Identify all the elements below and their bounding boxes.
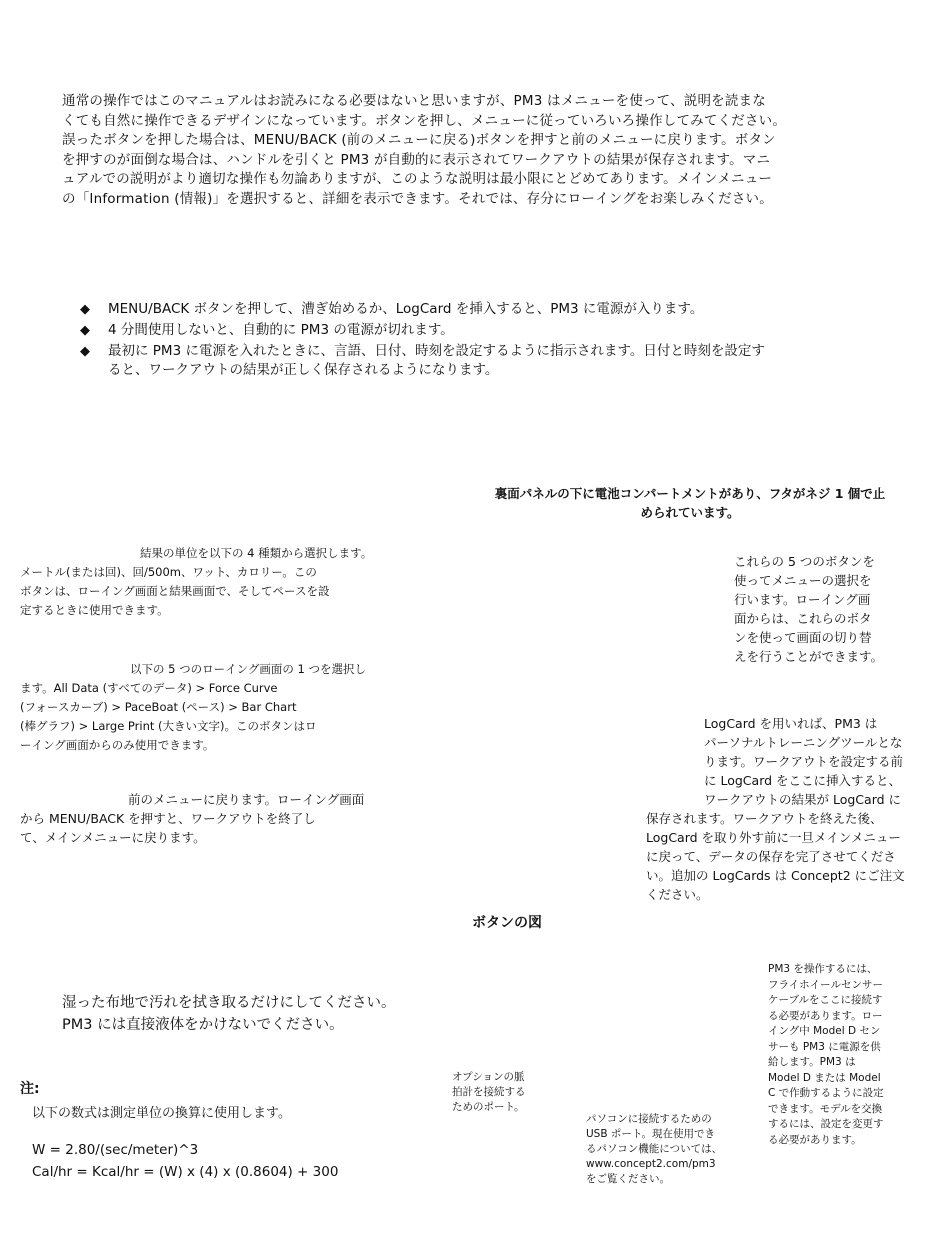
callout-line: る必要があります。ロー xyxy=(768,1009,883,1022)
bullet-item xyxy=(80,321,880,340)
callout-line: Model D または Model xyxy=(768,1071,881,1084)
callout-line: ください。 xyxy=(646,887,709,902)
usb-port-callout xyxy=(586,1112,756,1187)
callout-line: www.concept2.com/pm3 xyxy=(586,1158,716,1170)
formula-watts: W = 2.80/(sec/meter)^3 xyxy=(32,1142,199,1158)
callout-line: LogCard を取り外す前に一旦メインメニュー xyxy=(646,830,901,845)
callout-line: えを行うことができます。 xyxy=(734,649,884,664)
display-button-callout xyxy=(20,660,420,755)
callout-line: る必要があります。 xyxy=(768,1133,862,1146)
callout-line: 裏面パネルの下に電池コンパートメントがあり、フタがネジ 1 個で止 xyxy=(494,486,886,501)
callout-line: ーイング画面からのみ使用できます。 xyxy=(20,738,215,752)
bullet-text: MENU/BACK ボタンを押して、漕ぎ始めるか、LogCard を挿入すると、PM3 に電源が入ります。 xyxy=(108,301,704,317)
callout-line: い。追加の LogCards は Concept2 にご注文 xyxy=(646,868,905,883)
callout-line: ためのポート。 xyxy=(452,1101,525,1113)
diamond-bullet-icon: ◆ xyxy=(80,323,90,338)
callout-line: 拍計を接続する xyxy=(452,1086,526,1098)
callout-line: ます。All Data (すべてのデータ) > Force Curve xyxy=(20,681,278,695)
bullet-text-continued: ると、ワークアウトの結果が正しく保存されるようになります。 xyxy=(108,362,499,378)
callout-line: められています。 xyxy=(640,505,740,520)
callout-line: これらの 5 つのボタンを xyxy=(734,554,875,569)
care-line: 湿った布地で汚れを拭き取るだけにしてください。 xyxy=(62,995,396,1011)
callout-line: C で作動するように設定 xyxy=(768,1087,884,1099)
note-text: 以下の数式は測定単位の換算に使用します。 xyxy=(32,1106,291,1121)
diagram-caption: ボタンの図 xyxy=(472,915,542,931)
intro-line: を押すのが面倒な場合は、ハンドルを引くと PM3 が自動的に表示されてワークアウトの結果が保存されます。マニ xyxy=(62,151,771,168)
note-label: 注: xyxy=(20,1081,40,1097)
bullet-text: 4 分間使用しないと、自動的に PM3 の電源が切れます。 xyxy=(108,322,454,338)
callout-line: 給します。PM3 は xyxy=(768,1056,856,1068)
callout-line: ケーブルをここに接続す xyxy=(768,994,883,1006)
intro-line: ュアルでの説明がより適切な操作も勿論ありますが、このような説明は最小限にとどめてあります。メインメニュー xyxy=(62,171,773,187)
callout-line: ります。ワークアウトを設定する前 xyxy=(704,754,904,769)
callout-line: 定するときに使用できます。 xyxy=(20,603,169,617)
callout-line: メートル(または回)、回/500m、ワット、カロリー。この xyxy=(20,565,317,579)
intro-line: の「Information (情報)」を選択すると、詳細を表示できます。それでは、存分にローイングをお楽しみください。 xyxy=(62,190,773,207)
diamond-bullet-icon: ◆ xyxy=(80,302,90,317)
bullet-text: 最初に PM3 に電源を入れたときに、言語、日付、時刻を設定するように指示されます。日付と時刻を設定す xyxy=(108,343,765,359)
intro-paragraph xyxy=(62,92,892,209)
bullet-item xyxy=(80,300,880,319)
callout-line: 保存されます。ワークアウトを終えた後、 xyxy=(646,811,883,826)
callout-line: に LogCard をここに挿入すると、 xyxy=(704,773,902,788)
callout-line: るパソコン機能については、 xyxy=(586,1143,723,1155)
units-button-callout xyxy=(20,544,420,620)
bullet-item xyxy=(80,342,880,380)
callout-line: フライホイールセンサー xyxy=(768,978,883,991)
menu-buttons-callout xyxy=(734,552,934,666)
callout-line: ボタンは、ローイング画面と結果画面で、そしてペースを設 xyxy=(20,584,330,598)
callout-line: て、メインメニューに戻ります。 xyxy=(20,830,206,845)
formula-calories: Cal/hr = Kcal/hr = (W) x (4) x (0.8604) + 300 xyxy=(32,1164,339,1180)
heart-rate-port-callout xyxy=(452,1070,562,1115)
callout-line: PM3 を操作するには、 xyxy=(768,963,878,975)
callout-line: 以下の 5 つのローイング画面の 1 つを選択し xyxy=(130,662,367,676)
callout-line: できます。モデルを交換 xyxy=(768,1102,883,1115)
callout-line: 使ってメニューの選択を xyxy=(734,573,872,588)
callout-line: に戻って、データの保存を完了させてくださ xyxy=(646,849,896,864)
intro-line: くても自然に操作できるデザインになっています。ボタンを押し、メニューに従っていろいろ操作してみてください。 xyxy=(62,112,787,129)
callout-line: をご覧ください。 xyxy=(586,1173,670,1185)
intro-line: 通常の操作ではこのマニュアルはお読みになる必要はないと思いますが、PM3 はメニューを使って、説明を読まな xyxy=(62,93,766,109)
battery-callout xyxy=(460,484,920,522)
callout-line: USB ポート。現在使用でき xyxy=(586,1128,715,1140)
callout-line: パソコンに接続するための xyxy=(586,1113,712,1125)
callout-line: イング中 Model D セン xyxy=(768,1025,881,1037)
callout-line: から MENU/BACK を押すと、ワークアウトを終了し xyxy=(20,811,316,826)
callout-line: するには、設定を変更す xyxy=(768,1118,884,1130)
care-line: PM3 には直接液体をかけないでください。 xyxy=(62,1017,344,1033)
callout-line: LogCard を用いれば、PM3 は xyxy=(704,716,878,731)
care-instructions xyxy=(62,992,396,1036)
flywheel-sensor-callout xyxy=(768,962,928,1148)
callout-line: (棒グラフ) > Large Print (大きい文字)。このボタンはロ xyxy=(20,719,317,733)
intro-line: 誤ったボタンを押した場合は、MENU/BACK (前のメニューに戻る)ボタンを押すと前のメニューに戻ります。ボタン xyxy=(62,132,776,148)
callout-line: ワークアウトの結果が LogCard に xyxy=(704,792,902,807)
callout-line: 行います。ローイング画 xyxy=(734,592,871,607)
callout-line: ンを使って画面の切り替 xyxy=(734,630,872,645)
logcard-callout xyxy=(646,714,946,904)
callout-line: オプションの脈 xyxy=(452,1071,525,1083)
diamond-bullet-icon: ◆ xyxy=(80,344,90,359)
callout-line: 面からは、これらのボタ xyxy=(734,611,872,626)
callout-line: 結果の単位を以下の 4 種類から選択します。 xyxy=(140,546,373,560)
menu-back-callout xyxy=(20,790,420,847)
callout-line: (フォースカーブ) > PaceBoat (ペース) > Bar Chart xyxy=(20,700,297,714)
power-bullet-list xyxy=(80,300,880,382)
callout-line: パーソナルトレーニングツールとな xyxy=(704,735,903,750)
callout-line: サーも PM3 に電源を供 xyxy=(768,1040,881,1053)
callout-line: 前のメニューに戻ります。ローイング画面 xyxy=(128,792,365,807)
